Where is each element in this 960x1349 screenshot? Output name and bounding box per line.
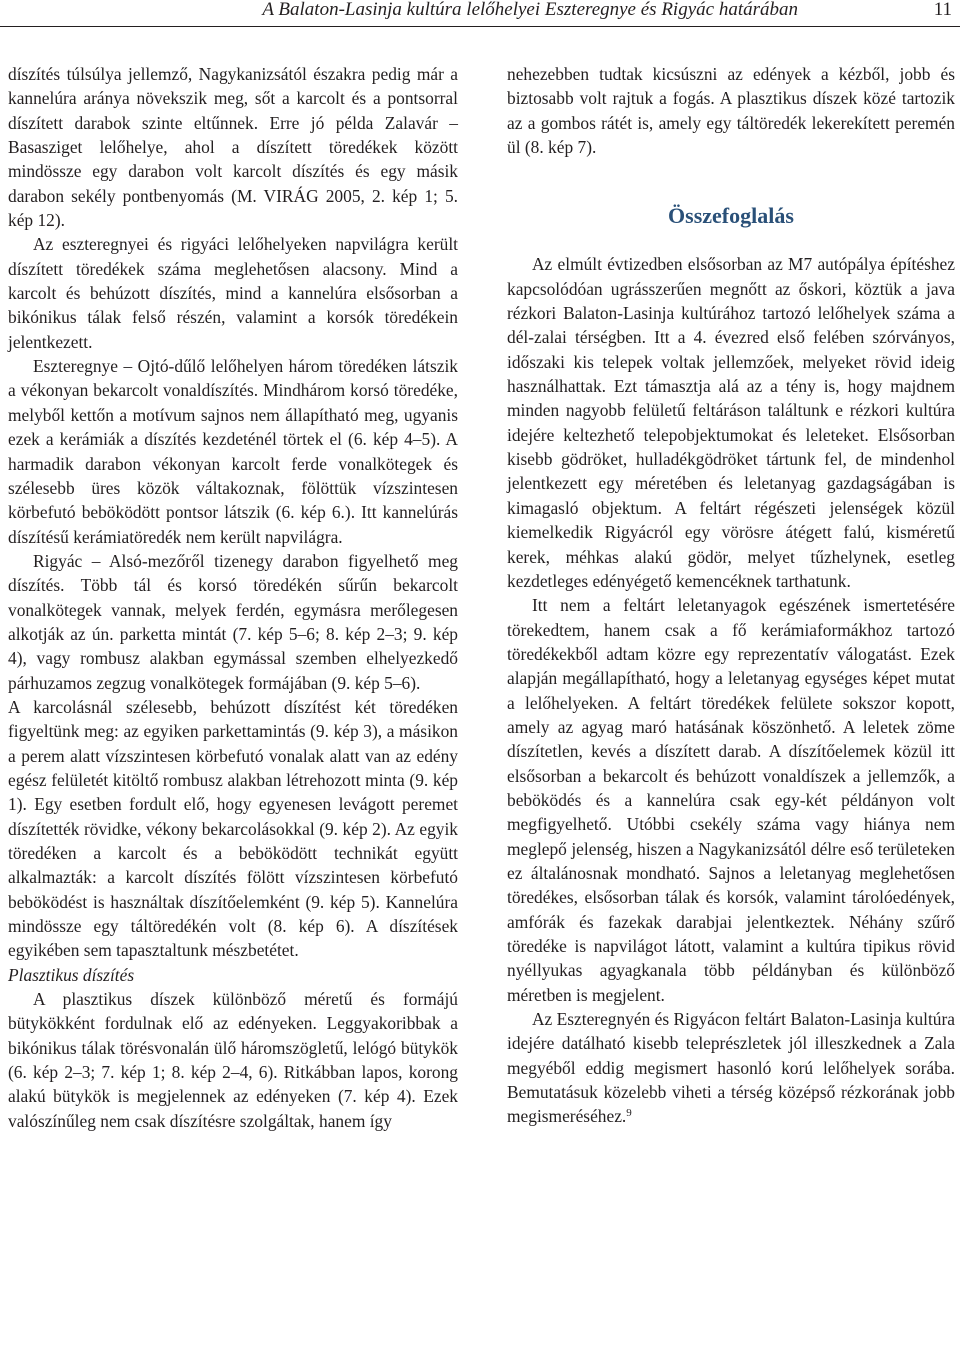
paragraph bbox=[507, 1007, 955, 1129]
paragraph-text: Az Eszteregnyén és Rigyácon feltárt Balaton-Lasinja kultúra idejére datálható kisebb teleprészletek jól illeszkednek a Zala megyéből eddig megismert hasonló korú lelőhelyek sorába. Bemutatásuk közelebb viheti a térség középső rézkorának jobb megismeréséhez. bbox=[507, 1009, 956, 1127]
paragraph: Rigyác – Alsó-mezőről tizenegy darabon figyelhető meg díszítés. Több tál és korsó töredékén sűrűn bekarcolt vonalkötegek vannak, melyek ferdén, egymásra merőlegesen alkotják az ún. parketta mintát (7. kép 5–6; 8. kép 2–3; 9. kép 4), vagy rombusz alakban egymással szemben elhelyezkedő párhuzamos zegzug vonalkötegek formájában (9. kép 5–6). bbox=[8, 550, 458, 693]
page-number: 11 bbox=[933, 0, 952, 20]
section-title-summary: Összefoglalás bbox=[668, 203, 794, 229]
paragraph: Eszteregnye – Ojtó-dűlő lelőhelyen három töredéken látszik a vékonyan bekarcolt vonaldíszítés. Mindhárom korsó töredéke, melyből kettőn a motívum sajnos nem állapítható meg, ugyanis ezek a kerámiák a díszítés kezdeténél törtek el (6. kép 4–5). A harmadik darabon vékonyan karcolt ferde vonalkötegek és szélesebb üres közök váltakoznak, fölöttük vízszintesen körbefutó beböködött pontsor látszik (6. kép 6.). Itt kannelúrás díszítésű kerámiatöredék nem került napvilágra. bbox=[8, 356, 458, 547]
left-column bbox=[8, 62, 458, 1133]
paragraph: Az eszteregnyei és rigyáci lelőhelyeken napvilágra került díszített töredékek száma meglehetősen alacsony. Mind a karcolt és behúzott díszítés, mind a kannelúra elsősorban a bikónikus tálak felső részén, valamint a korsók töredékein jelentkezett. bbox=[8, 234, 458, 352]
running-header bbox=[0, 0, 960, 26]
header-title: A Balaton-Lasinja kultúra lelőhelyei Eszteregnye és Rigyác határában bbox=[262, 0, 798, 20]
paragraph: A plasztikus díszek különböző méretű és formájú bütykökként fordulnak elő az edényeken. Leggyakoribbak a bikónikus tálak törésvonalán ülő háromszögletű, lelógó bütykök (6. kép 2–3; 7. kép 1; 8. kép 2–4, 6). Ritkábban lapos, korong alakú bütykök is megjelennek az edényeken (7. kép 4). Ezek valószínűleg nem csak díszítésre szolgáltak, hanem így bbox=[8, 989, 458, 1131]
paragraph: A karcolásnál szélesebb, behúzott díszítést két töredéken figyeltünk meg: az egyiken parkettamintás (9. kép 3), a másikon a perem alatt vízszintesen körbefutó vonalak alatt van az edény egész felületét kitöltő rombusz alakban létrehozott minta (9. kép 1). Egy esetben fordult elő, hogy egyenesen levágott peremet díszítették rövidke, vékony bekarcolásokkal (9. kép 2). Az egyik töredéken a karcolt és a beböködött technikát együtt alkalmazták: a karcolt díszítés fölött vízszintesen körbefutó beböködést is használtak díszítőelemként (9. kép 5). Kannelúra mindössze egy táltöredékén volt (8. kép 6). A díszítések egyikében sem tapasztaltunk mészbetétet. bbox=[8, 696, 458, 961]
footnote-reference[interactable]: 9 bbox=[626, 1107, 632, 1120]
paragraph: nehezebben tudtak kicsúszni az edények a kézből, jobb és biztosabb volt rajtuk a fogás. A plasztikus díszek közé tartozik az a gombos rátét is, amely egy táltöredék lekerekített peremén ül (8. kép 7). bbox=[507, 64, 955, 158]
paragraph: Az elmúlt évtizedben elsősorban az M7 autópálya építéshez kapcsolódóan ugrásszerűen megnőtt az őskori, köztük a java rézkori Balaton-Lasinja kultúrához tartozó lelőhelyek száma a dél-zalai térségben. Itt a 4. évezred első felében szórványos, időszaki kis telepek voltak jellemzőek, melyeket rövid ideig használhattak. Ezt támasztja alá az a tény is, hogy majdnem minden nagyobb felületű feltáráson találtunk e rézkori kultúra idejére keltezhető telepobjektumokat és leleteket. Elsősorban kisebb gödröket, hulladékgödröket tártunk fel, de mindenhol jelentkezett egy méretében és leletanyag gazdagságában is kimagasló objektum. A feltárt régészeti jelenségek közül kiemelkedik Rigyácról egy vörösre átégett falú, kisméretű kerek, méhkas alakú gödör, melyet tűzhelynek, esetleg kezdetleges edényégető kemencéknek tarthatunk. bbox=[507, 254, 955, 591]
subheading-plastic-decoration: Plasztikus díszítés bbox=[8, 964, 135, 985]
header-rule bbox=[0, 26, 960, 27]
paragraph: Itt nem a feltárt leletanyagok egészének ismertetésére törekedtem, hanem csak a fő kerámiaformákhoz tartozó töredékekből adtam közre egy reprezentatív válogatást. Ezek alapján megállapítható, hogy a leletanyag egységes képet mutat a lelőhelyeken. A feltárt töredékek felülete sokszor kopott, amely az agyag maró hatásának köszönhető. A leletek zöme díszítetlen, kevés a díszített darab. A díszítőelemek közül itt elsősorban a bekarcolt és behúzott vonaldíszek a jellemzők, a beböködés és a kannelúra csak egy-két példányon volt megfigyelhető. Utóbbi csekély száma vagy hiánya nem meglepő jelenség, hiszen a Nagykanizsától délre eső területeken ez általánosnak mondható. Sajnos a leletanyag meglehetősen töredékes, elsősorban tálak és korsók, valamint tárolóedények, amfórák és fazekak darabjai jelentkeztek. Néhány szűrő töredéke is napvilágot látott, valamint a kultúra tipikus rövid nyéllyukas agyagkanala több példányban és különböző méretben is megjelent. bbox=[507, 595, 955, 1005]
paragraph: díszítés túlsúlya jellemző, Nagykanizsától északra pedig már a kannelúra aránya növekszik meg, sőt a karcolt és a pontsorral díszített darabok szinte eltűnnek. Erre jó példa Zalavár – Basasziget lelőhelye, ahol a díszített töredékek között mindössze egy darabon volt karcolt díszítés és egy másik darabon sekély pontbenyomás (M. VIRÁG 2005, 2. kép 1; 5. kép 12). bbox=[8, 64, 458, 231]
right-column bbox=[507, 62, 955, 1129]
